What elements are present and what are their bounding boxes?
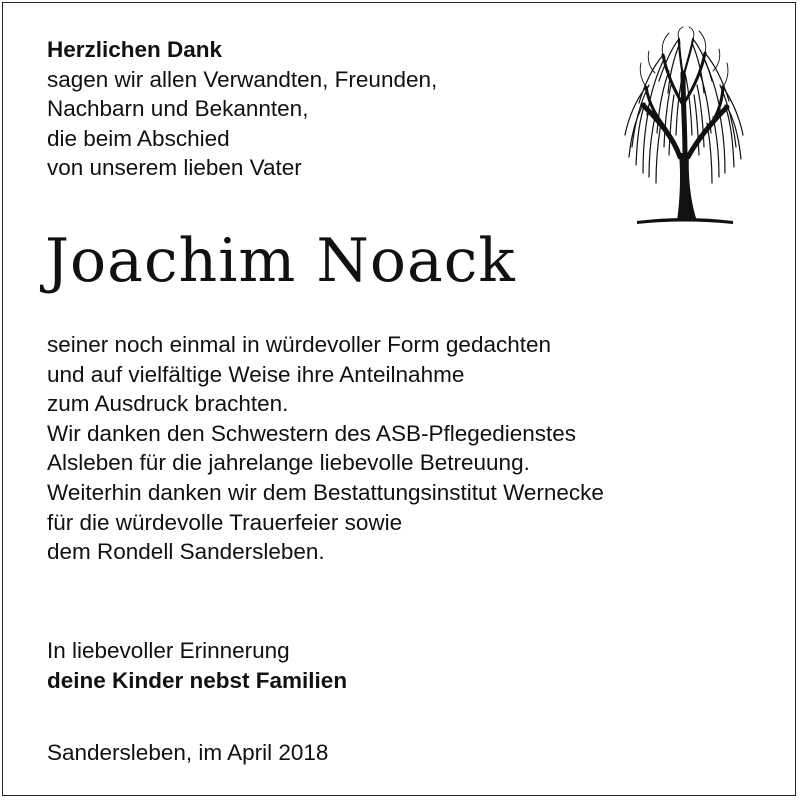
body-line: seiner noch einmal in würdevoller Form gedachten	[47, 332, 552, 357]
body-line: zum Ausdruck brachten.	[47, 391, 289, 417]
tree-icon	[619, 25, 749, 230]
place-date-block	[47, 738, 647, 768]
intro-line: sagen wir allen Verwandten, Freunden,	[47, 66, 438, 92]
intro-line: Nachbarn und Bekannten,	[47, 96, 309, 122]
deceased-name: Joachim Noack	[45, 226, 516, 296]
intro-block	[47, 35, 607, 183]
body-line: für die würdevolle Trauerfeier sowie	[47, 509, 403, 535]
body-line: Wir danken den Schwestern des ASB-Pflegedienstes	[47, 420, 577, 446]
intro-line: die beim Abschied	[47, 125, 230, 151]
signature: deine Kinder nebst Familien	[47, 667, 348, 693]
place-date: Sandersleben, im April 2018	[47, 740, 329, 765]
body-line: und auf vielfältige Weise ihre Anteilnahme	[47, 361, 465, 387]
closing-line: In liebevoller Erinnerung	[47, 638, 290, 663]
notice-heading: Herzlichen Dank	[47, 37, 223, 62]
body-block	[47, 330, 767, 567]
body-line: dem Rondell Sandersleben.	[47, 539, 325, 565]
body-line: Alsleben für die jahrelange liebevolle Betreuung.	[47, 450, 530, 476]
intro-line: von unserem lieben Vater	[47, 155, 302, 181]
thank-you-notice	[2, 2, 796, 796]
body-line: Weiterhin danken wir dem Bestattungsinstitut Wernecke	[47, 479, 604, 505]
closing-block	[47, 636, 647, 695]
